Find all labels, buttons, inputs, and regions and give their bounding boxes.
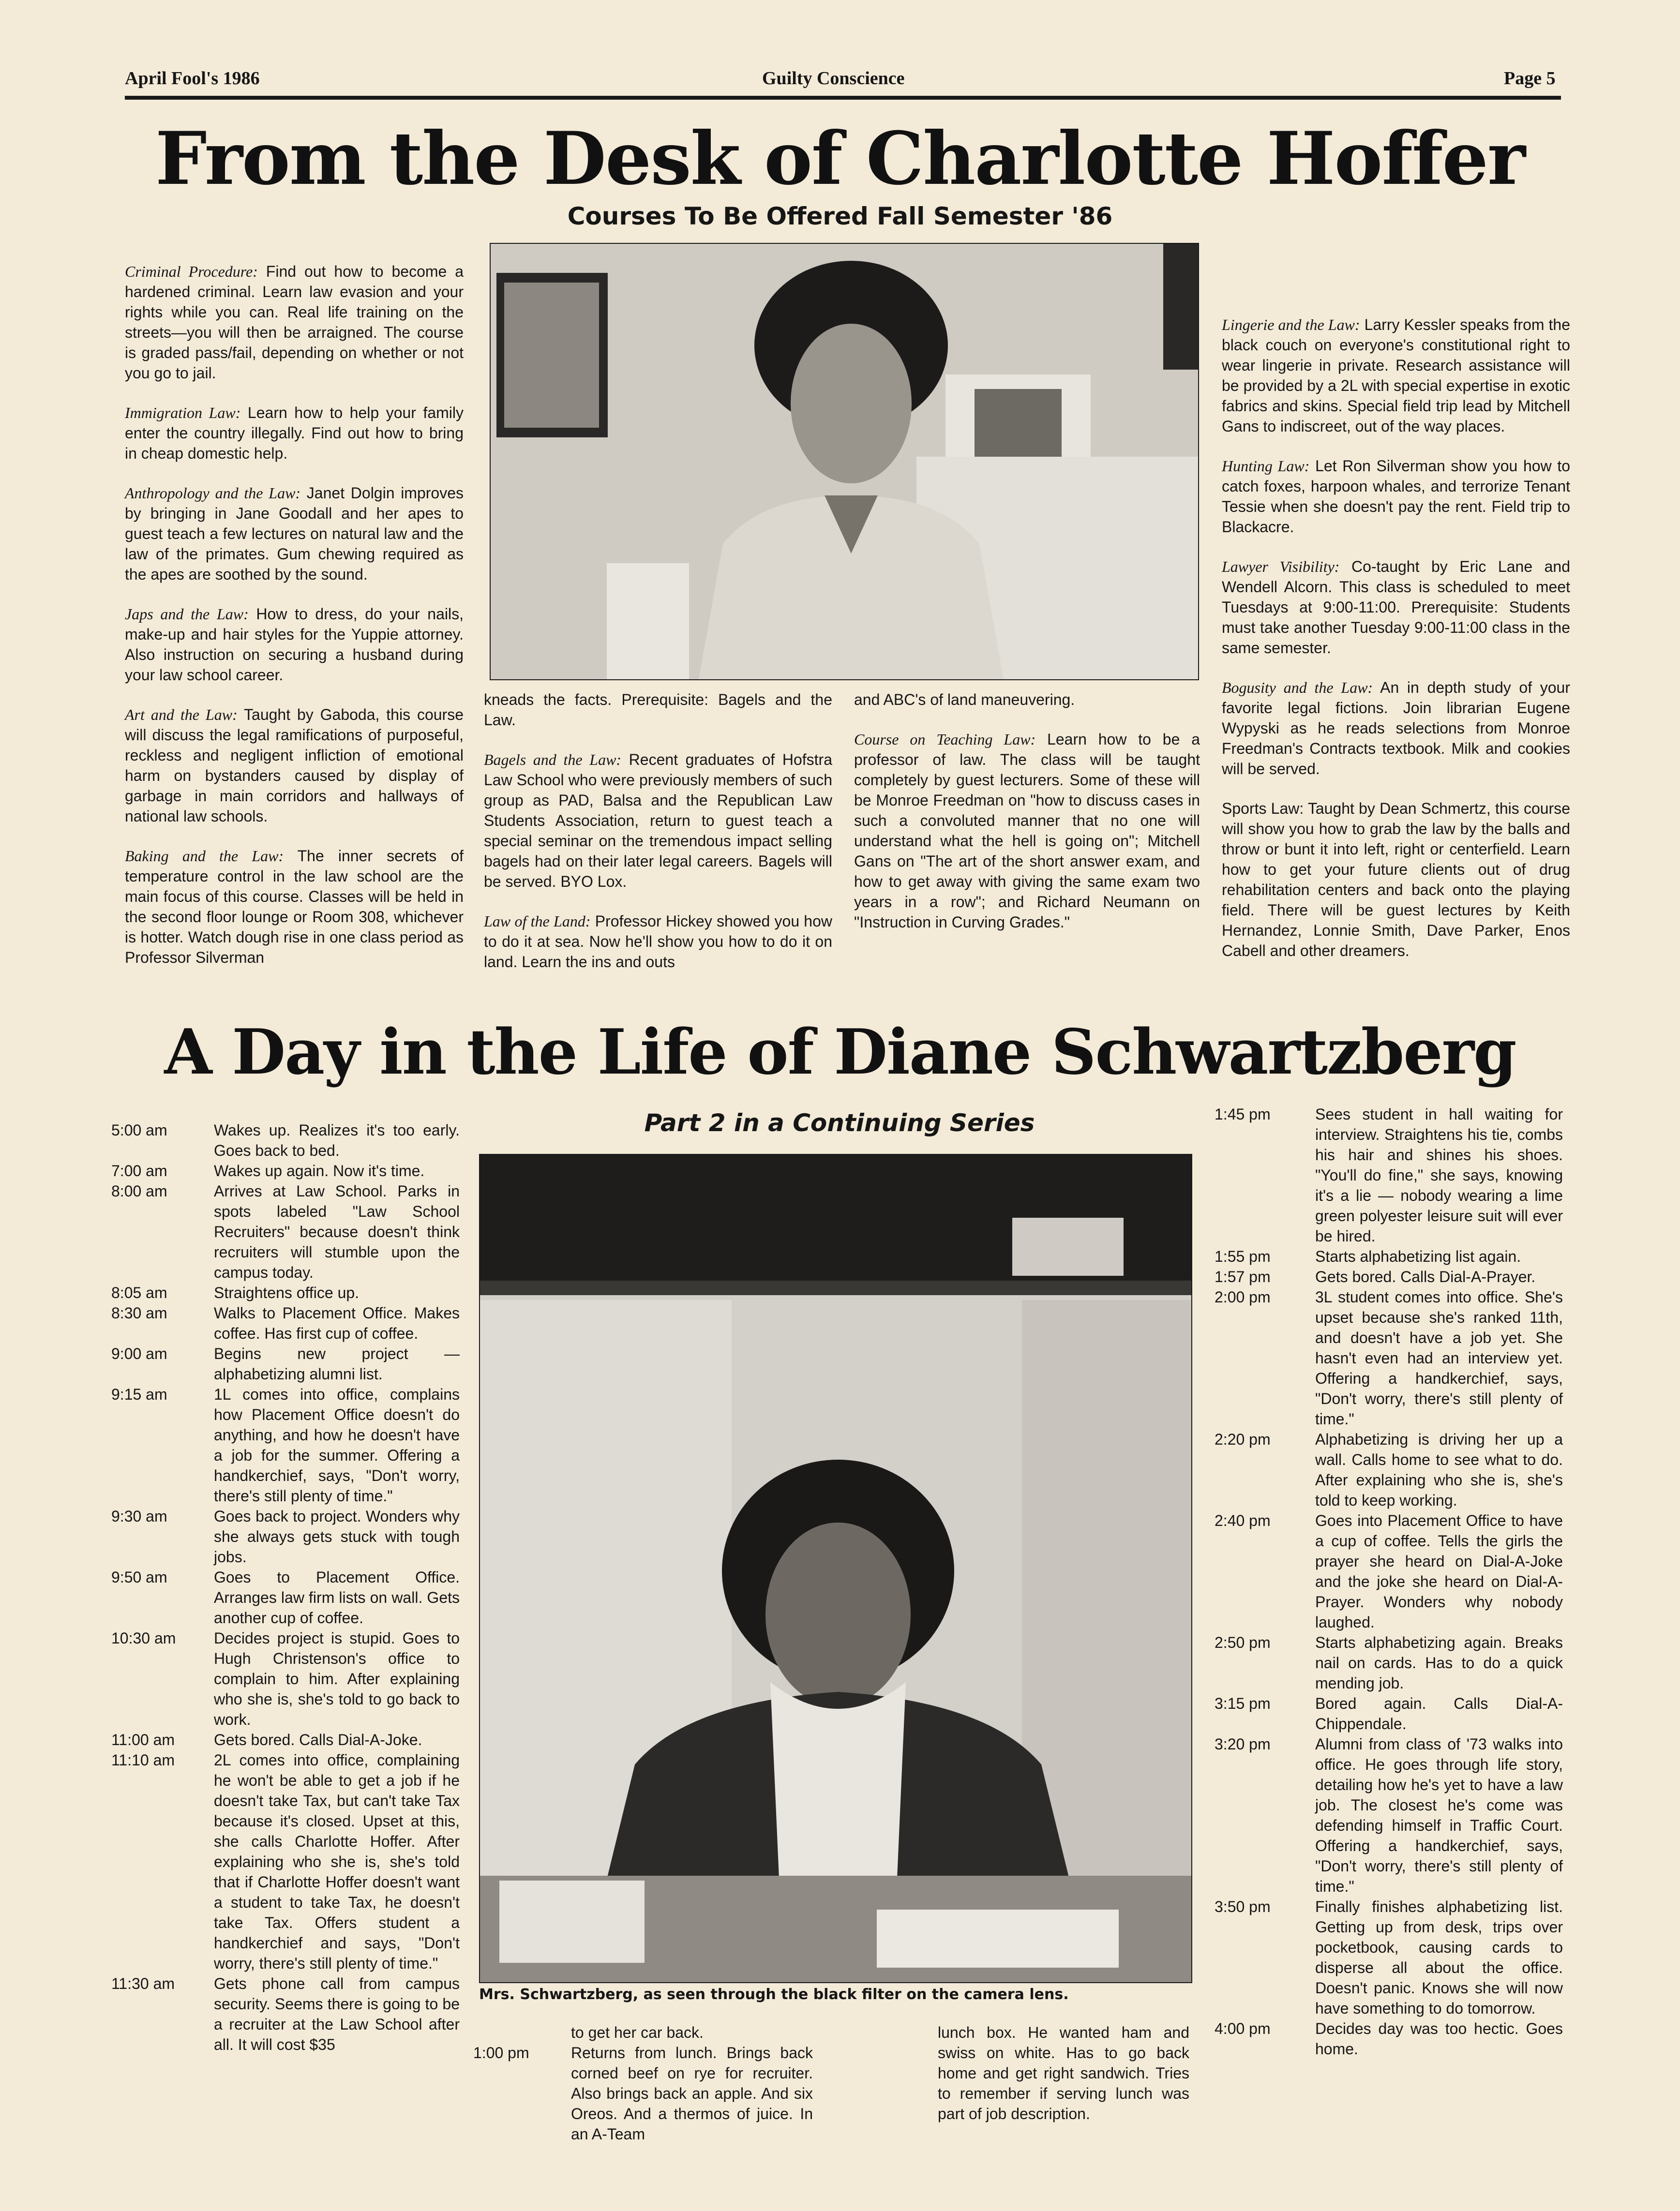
entry-time: 9:15 am (111, 1386, 167, 1403)
entry-time: 3:15 pm (1215, 1695, 1271, 1712)
course-hunting-law (1222, 456, 1570, 537)
schedule-entry (111, 1344, 460, 1384)
schedule-entry (111, 1628, 460, 1730)
schedule-entry (1215, 1734, 1563, 1897)
entry-time: 11:00 am (111, 1731, 175, 1748)
entry-time: 11:30 am (111, 1975, 175, 1992)
schedule-entry (111, 1161, 460, 1181)
entry-time: 3:50 pm (1215, 1898, 1271, 1915)
article1-column-2 (484, 689, 832, 991)
entry-time: 1:57 pm (1215, 1268, 1271, 1285)
course-continued (484, 689, 832, 730)
schedule-entry (111, 1120, 460, 1161)
schedule-entry (111, 1973, 460, 2055)
course-description: Janet Dolgin improves by bringing in Jane Goodall and her apes to guest teach a few lectures on natural law and the law of the primates. Gum chewing required as the apes are soothed by the sound. (125, 484, 464, 583)
entry-time: 11:10 am (111, 1751, 175, 1769)
article2-headline: A Day in the Life of Diane Schwartzberg (164, 1016, 1516, 1089)
course-title: Lawyer Visibility: (1222, 558, 1340, 575)
course-title: Baking and the Law: (125, 847, 284, 865)
entry-text: Straightens office up. (214, 1284, 360, 1301)
entry-time (473, 2022, 571, 2043)
schedule-entry (1215, 1897, 1563, 2018)
entry-text: to get her car back. (571, 2024, 704, 2041)
article2-subhead: Part 2 in a Continuing Series (644, 1109, 1035, 1137)
issue-date: April Fool's 1986 (125, 68, 260, 89)
entry-text: Alphabetizing is driving her up a wall. Calls home to see what to do. After explaining who she is, she's told to keep working. (1315, 1431, 1563, 1509)
entry-text: Arrives at Law School. Parks in spots labeled "Law School Recruiters" because doesn't think recruiters will stumble upon the campus today. (214, 1182, 460, 1281)
schedule-entry (1215, 2018, 1563, 2059)
course-title: Lingerie and the Law: (1222, 316, 1360, 333)
entry-text: 2L comes into office, complaining he won't be able to get a job if he doesn't take Tax, but can't take Tax because it's closed. Upset at this, she calls Charlotte Hoffer. After explaining who she is, she's told that if Charlotte Hoffer doesn't want a student to take Tax, he doesn't take Tax. Offers student a handkerchief and says, "Don't worry, there's still plenty of time." (214, 1751, 460, 1972)
entry-text: 3L student comes into office. She's upset because she's ranked 11th, and doesn't have a job yet. She hasn't even had an interview yet. Offering a handkerchief, says, "Don't worry, there's still plenty of time." (1315, 1288, 1563, 1428)
entry-text: Bored again. Calls Dial-A-Chippendale. (1315, 1695, 1563, 1733)
entry-time: 8:05 am (111, 1284, 167, 1301)
entry-text: Goes back to project. Wonders why she always gets stuck with tough jobs. (214, 1508, 460, 1566)
schedule-entry (111, 1730, 460, 1750)
entry-time: 9:30 am (111, 1508, 167, 1525)
entry-text: Decides day was too hectic. Goes home. (1315, 2020, 1563, 2058)
article1-headline: From the Desk of Charlotte Hoffer (155, 116, 1525, 201)
entry-time: 2:50 pm (1215, 1634, 1271, 1651)
schedule-entry (473, 2022, 822, 2043)
course-description: Find out how to become a hardened criminal. Learn law evasion and your rights while you can. Real life training on the streets—you will then be arraigned. The course is graded pass/fail, depending on whether or not you go to jail. (125, 263, 464, 382)
schedule-entry (1215, 1429, 1563, 1510)
article1-column-3 (854, 689, 1200, 952)
article1-subhead: Courses To Be Offered Fall Semester '86 (567, 202, 1113, 230)
photo-illustration (491, 244, 1198, 679)
entry-text: Wakes up. Realizes it's too early. Goes back to bed. (214, 1121, 460, 1159)
entry-time: 1:55 pm (1215, 1248, 1271, 1265)
course-title: Bagels and the Law: (484, 751, 622, 768)
entry-time: 4:00 pm (1215, 2020, 1271, 2037)
entry-time: 8:30 am (111, 1304, 167, 1322)
entry-text: Gets phone call from campus security. Seems there is going to be a recruiter at the Law School after all. It will cost $35 (214, 1975, 460, 2053)
course-title: Criminal Procedure: (125, 263, 258, 280)
course-description: Recent graduates of Hofstra Law School who were previously members of such group as PAD, Balsa and the Republican Law Students Association, return to guest teach a special seminar on the tremendous impact selling bagels had on their later legal careers. Bagels will be served. BYO Lox. (484, 751, 833, 890)
course-description: The inner secrets of temperature control in the law school are the main focus of this course. Classes will be held in the second floor lounge or Room 308, whichever is hotter. Watch dough rise in one class period as Professor Silverman (125, 847, 464, 966)
header-rule (125, 96, 1561, 100)
course-teaching-law (854, 729, 1200, 932)
photo-caption: Mrs. Schwartzberg, as seen through the black filter on the camera lens. (479, 1986, 1069, 2003)
entry-text: Finally finishes alphabetizing list. Getting up from desk, trips over pocketbook, causing cards to disperse all about the office. Doesn't panic. Knows she will now have something to do tomorrow. (1315, 1898, 1563, 2017)
entry-time: 2:40 pm (1215, 1512, 1271, 1529)
course-description: and ABC's of land maneuvering. (854, 691, 1075, 708)
course-japs (125, 604, 464, 685)
course-continued (854, 689, 1200, 710)
course-description: Larry Kessler speaks from the black couch on everyone's constitutional right to wear lingerie in private. Research assistance will be provided by a 2L with special expertise in exotic fabrics and skins. Special field trip lead by Mitchell Gans to indiscreet, out of the way places. (1222, 316, 1571, 435)
entry-text: Gets bored. Calls Dial-A-Joke. (214, 1731, 422, 1748)
course-title: Japs and the Law: (125, 605, 249, 623)
schedule-entry (1215, 1104, 1563, 1246)
schedule-entry (1215, 1267, 1563, 1287)
schedule-entry (1215, 1693, 1563, 1734)
course-title: Bogusity and the Law: (1222, 679, 1373, 696)
page-number: Page 5 (1504, 68, 1556, 89)
photo-illustration (480, 1155, 1191, 1982)
schedule-entry (111, 1384, 460, 1506)
course-description: An in depth study of your favorite legal fictions. Join librarian Eugene Wypyski as he reads selections from Monroe Freedman's Contracts textbook. Milk and cookies will be served. (1222, 679, 1571, 777)
entry-time: 2:00 pm (1215, 1288, 1271, 1306)
course-description: Sports Law: Taught by Dean Schmertz, this course will show you how to grab the law by the balls and throw or bunt it into left, right or centerfield. Learn how to get your future clients out of drug rehabilitation centers and back onto the playing field. There will be guest lectures by Keith Hernandez, Lonnie Smith, Dave Parker, Enos Cabell and other dreamers. (1222, 800, 1570, 959)
schedule-entry (473, 2043, 822, 2144)
course-lawyer-visibility (1222, 556, 1570, 658)
entry-text: Starts alphabetizing list again. (1315, 1248, 1521, 1265)
entry-time: 9:00 am (111, 1345, 167, 1362)
course-title: Anthropology and the Law: (125, 484, 301, 502)
entry-text: Decides project is stupid. Goes to Hugh Christenson's office to complain to him. After explaining who she is, she's told to go back to work. (214, 1629, 460, 1728)
article1-column-4 (1222, 314, 1570, 980)
course-description: Learn how to be a professor of law. The class will be taught completely by guest lecturers. Some of these will be Monroe Freedman on "how to discuss cases in such a convoluted manner that no one will understand what the hell is going on"; Mitchell Gans on "The art of the short answer exam, and how to get away with giving the same exam two years in a row"; and Richard Neumann on "Instruction in Curving Grades." (854, 731, 1200, 931)
course-description: Co-taught by Eric Lane and Wendell Alcorn. This class is scheduled to meet Tuesdays at 9:00-11:00. Prerequisite: Students must take another Tuesday 9:00-11:00 class in the same semester. (1222, 558, 1571, 657)
publication-name: Guilty Conscience (762, 68, 905, 89)
schedule-continued: lunch box. He wanted ham and swiss on white. Has to go back home and get right sandwich. Tries to remember if serving lunch was part of job description. (938, 2024, 1189, 2122)
course-description: Let Ron Silverman show you how to catch foxes, harpoon whales, and terrorize Tenant Tessie when she doesn't pay the rent. Field trip to Blackacre. (1222, 457, 1571, 536)
course-art (125, 704, 464, 826)
course-anthropology (125, 483, 464, 584)
entry-text: Starts alphabetizing again. Breaks nail on cards. Has to do a quick mending job. (1315, 1634, 1563, 1692)
entry-text: Returns from lunch. Brings back corned beef on rye for recruiter. Also brings back an apple. And six Oreos. And a thermos of juice. In an A-Team (571, 2044, 813, 2143)
course-title: Law of the Land: (484, 912, 591, 930)
entry-time: 9:50 am (111, 1569, 167, 1586)
entry-time: 7:00 am (111, 1162, 167, 1180)
entry-text: Goes into Placement Office to have a cup of coffee. Tells the girls the prayer she heard on Dial-A-Joke and the joke she heard on Dial-A-Prayer. Wonders why nobody laughed. (1315, 1512, 1563, 1631)
schedule-entry (1215, 1246, 1563, 1267)
entry-text: 1L comes into office, complains how Placement Office doesn't do anything, and how he doesn't have a job for the summer. Offering a handkerchief, says, "Don't worry, there's still plenty of time." (214, 1386, 460, 1505)
course-bagels (484, 749, 832, 892)
article1-column-1 (125, 261, 464, 987)
entry-text: Alumni from class of '73 walks into office. He goes through life story, detailing how he's yet to have a law job. The closest he's come was defending himself in Traffic Court. Offering a handkerchief, says, "Don't worry, there's still plenty of time." (1315, 1735, 1563, 1895)
course-description: kneads the facts. Prerequisite: Bagels and the Law. (484, 691, 832, 729)
entry-time: 10:30 am (111, 1629, 176, 1647)
course-title: Hunting Law: (1222, 457, 1310, 475)
course-bogusity (1222, 677, 1570, 779)
entry-text: Goes to Placement Office. Arranges law firm lists on wall. Gets another cup of coffee. (214, 1569, 460, 1627)
schedule-entry (1215, 1510, 1563, 1632)
course-lingerie (1222, 314, 1570, 436)
entry-text: Begins new project — alphabetizing alumni list. (214, 1345, 460, 1383)
schedule-entry (111, 1506, 460, 1567)
course-law-of-the-land (484, 911, 832, 972)
schedule-entry (111, 1303, 460, 1344)
schedule-entry (111, 1567, 460, 1628)
schedule-entry (1215, 1632, 1563, 1693)
entry-text: Walks to Placement Office. Makes coffee. Has first cup of coffee. (214, 1304, 460, 1342)
course-description: Professor Hickey showed you how to do it at sea. Now he'll show you how to do it on land. Learn the ins and outs (484, 912, 833, 971)
schedule-entry (111, 1181, 460, 1283)
schedule-middle (473, 2022, 822, 2144)
schedule-entry (111, 1750, 460, 1973)
entry-text: Wakes up again. Now it's time. (214, 1162, 425, 1180)
course-description: Learn how to help your family enter the country illegally. Find out how to bring in cheap domestic help. (125, 404, 464, 462)
entry-text: Sees student in hall waiting for interview. Straightens his tie, combs his hair and shines his shoes. "You'll do fine," she says, knowing it's a lie — nobody wearing a lime green polyester leisure suit will ever be hired. (1315, 1106, 1563, 1245)
entry-time: 8:00 am (111, 1182, 167, 1200)
entry-time: 3:20 pm (1215, 1735, 1271, 1753)
schedule-entry (1215, 1287, 1563, 1429)
course-sports-law (1222, 798, 1570, 961)
entry-time: 1:45 pm (1215, 1106, 1271, 1123)
course-baking (125, 846, 464, 968)
entry-time: 5:00 am (111, 1121, 167, 1139)
course-description: Taught by Gaboda, this course will discuss the legal ramifications of purposeful, reckless and negligent infliction of emotional harm on bystanders caused by display of garbage in main corridors and hallways of national law schools. (125, 706, 464, 825)
entry-time: 1:00 pm (473, 2044, 529, 2062)
entry-time: 2:20 pm (1215, 1431, 1271, 1448)
course-immigration-law (125, 403, 464, 463)
course-title: Art and the Law: (125, 706, 238, 723)
course-title: Course on Teaching Law: (854, 731, 1036, 748)
course-criminal-procedure (125, 261, 464, 383)
entry-text: Gets bored. Calls Dial-A-Prayer. (1315, 1268, 1536, 1285)
course-title: Immigration Law: (125, 404, 241, 421)
schedule-entry (111, 1283, 460, 1303)
course-description: How to dress, do your nails, make-up and hair styles for the Yuppie attorney. Also instruction on securing a husband during your law school career. (125, 605, 464, 684)
diane-schwartzberg-photo (479, 1154, 1192, 1983)
charlotte-hoffer-photo (490, 243, 1199, 680)
schedule-right (1215, 1104, 1563, 2059)
schedule-left (111, 1120, 460, 2055)
